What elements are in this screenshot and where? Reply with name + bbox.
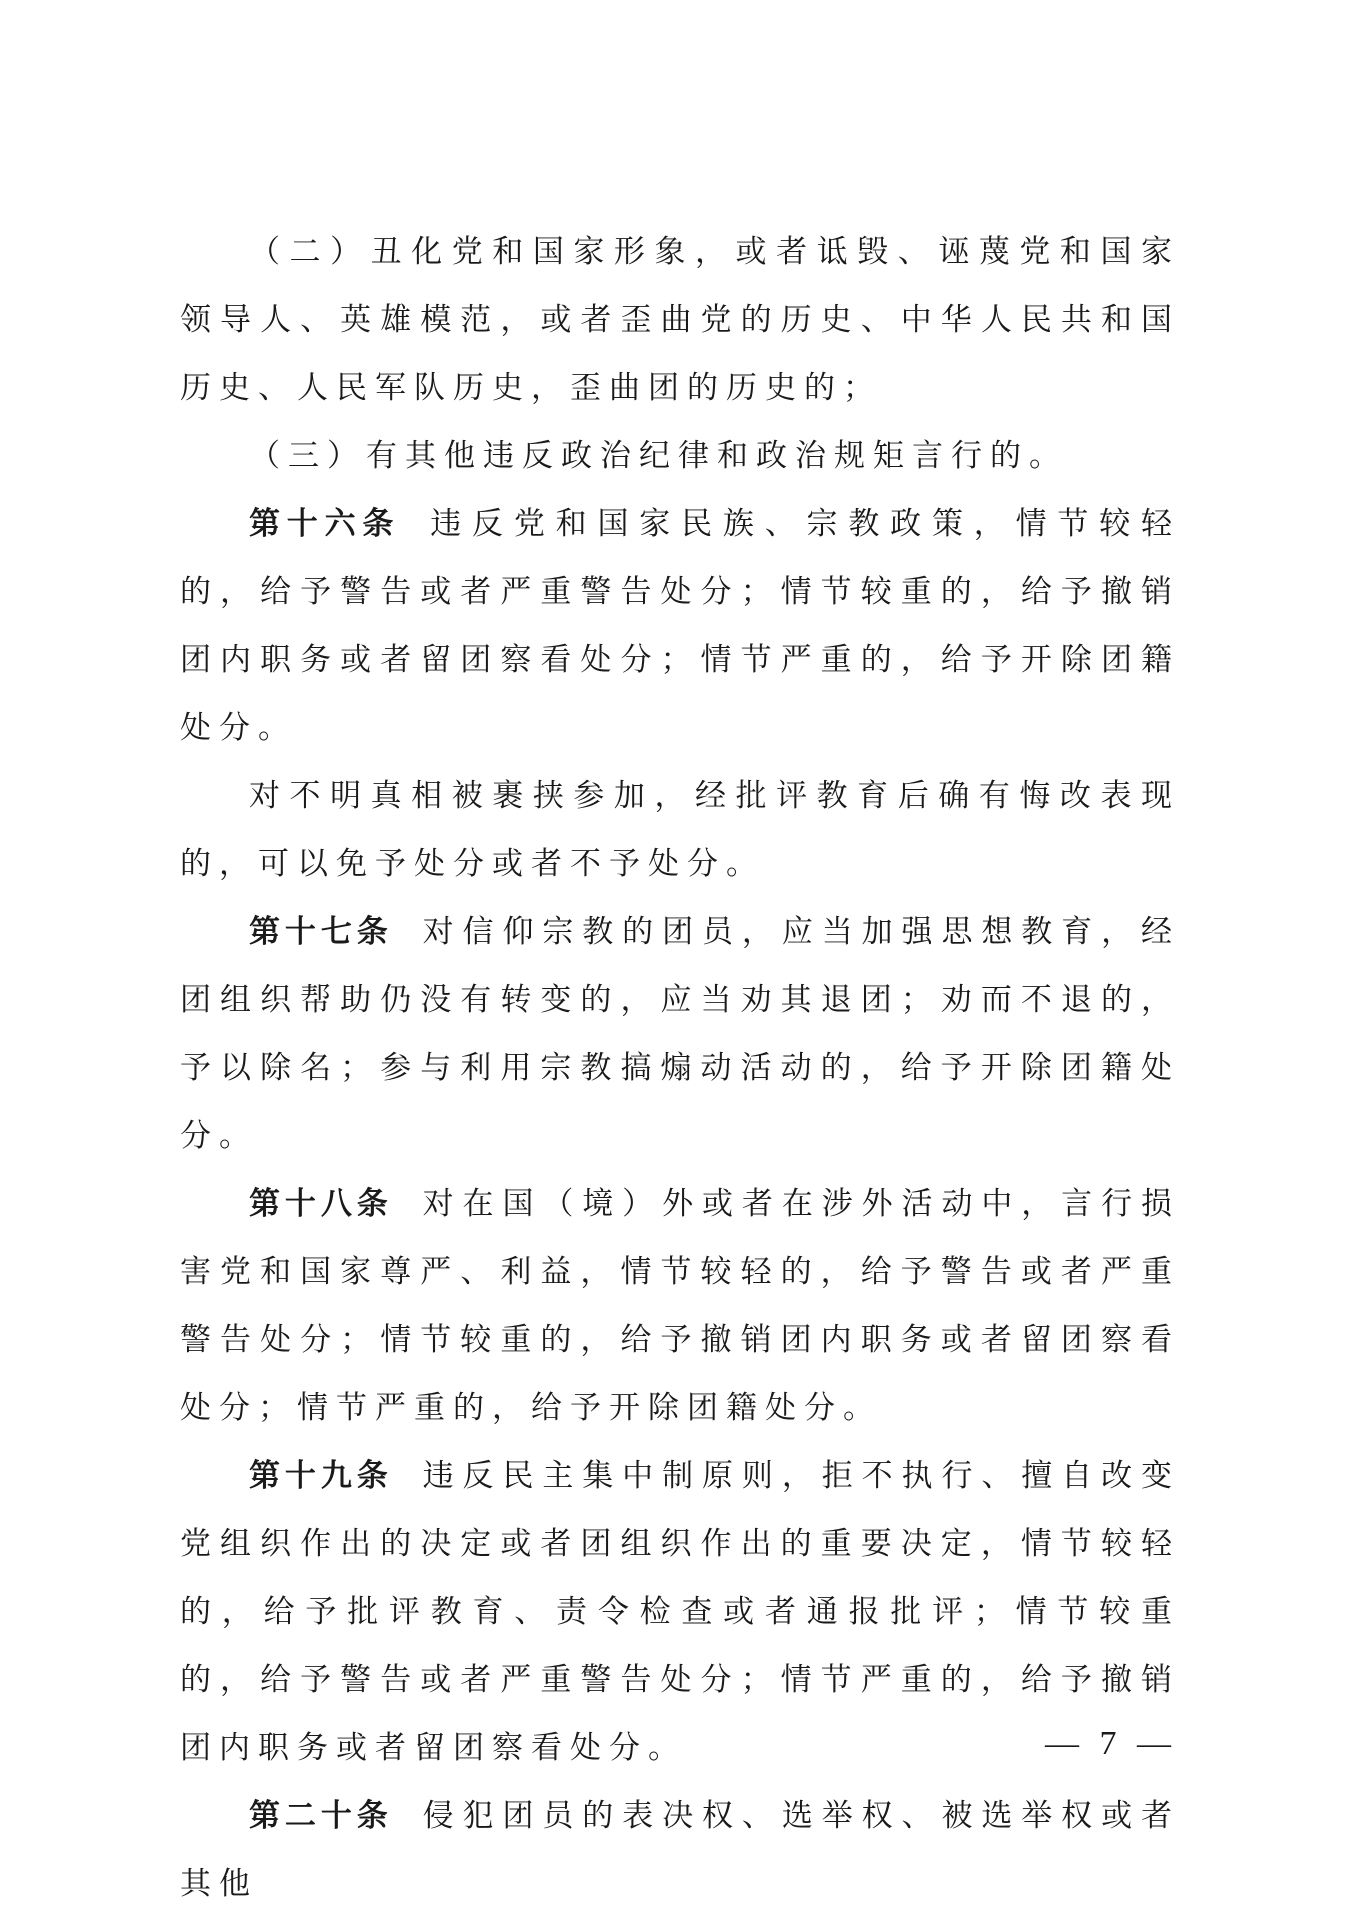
paragraph-text: 对不明真相被裹挟参加，经批评教育后确有悔改表现的，可以免予处分或者不予处分。 <box>180 778 1180 882</box>
article-text: 违反民主集中制原则，拒不执行、擅自改变党组织作出的决定或者团组织作出的重要决定，情节较轻的，给予批评教育、责令检查或者通报批评；情节较重的，给予警告或者严重警告处分；情节严重的，给予撤销团内职务或者留团察看处分。 <box>180 1458 1181 1766</box>
article-16 <box>180 490 1180 762</box>
article-title: 第十八条 <box>249 1186 393 1222</box>
document-body <box>180 218 1180 1918</box>
paragraph-text: （三）有其他违反政治纪律和政治规矩言行的。 <box>249 438 1068 474</box>
paragraph-text: （二）丑化党和国家形象，或者诋毁、诬蔑党和国家领导人、英雄模范，或者歪曲党的历史、中华人民共和国历史、人民军队历史，歪曲团的历史的； <box>180 234 1180 406</box>
article-text: 违反党和国家民族、宗教政策，情节较轻的，给予警告或者严重警告处分；情节较重的，给予撤销团内职务或者留团察看处分；情节严重的，给予开除团籍处分。 <box>180 506 1181 746</box>
article-18 <box>180 1170 1180 1442</box>
page-number: — 7 — <box>1045 1725 1177 1762</box>
article-text: 对信仰宗教的团员，应当加强思想教育，经团组织帮助仍没有转变的，应当劝其退团；劝而不退的，予以除名；参与利用宗教搞煽动活动的，给予开除团籍处分。 <box>180 914 1181 1154</box>
article-16-clause <box>180 762 1180 898</box>
article-text: 对在国（境）外或者在涉外活动中，言行损害党和国家尊严、利益，情节较轻的，给予警告或者严重警告处分；情节较重的，给予撤销团内职务或者留团察看处分；情节严重的，给予开除团籍处分。 <box>180 1186 1181 1426</box>
paragraph-item-2 <box>180 218 1180 422</box>
article-title: 第十九条 <box>249 1458 393 1494</box>
article-title: 第十七条 <box>249 914 393 950</box>
article-19 <box>180 1442 1180 1782</box>
article-title: 第十六条 <box>249 506 401 542</box>
article-17 <box>180 898 1180 1170</box>
paragraph-item-3 <box>180 422 1180 490</box>
article-20 <box>180 1782 1180 1918</box>
article-text: 侵犯团员的表决权、选举权、被选举权或者其他 <box>180 1798 1181 1902</box>
article-title: 第二十条 <box>249 1798 393 1834</box>
